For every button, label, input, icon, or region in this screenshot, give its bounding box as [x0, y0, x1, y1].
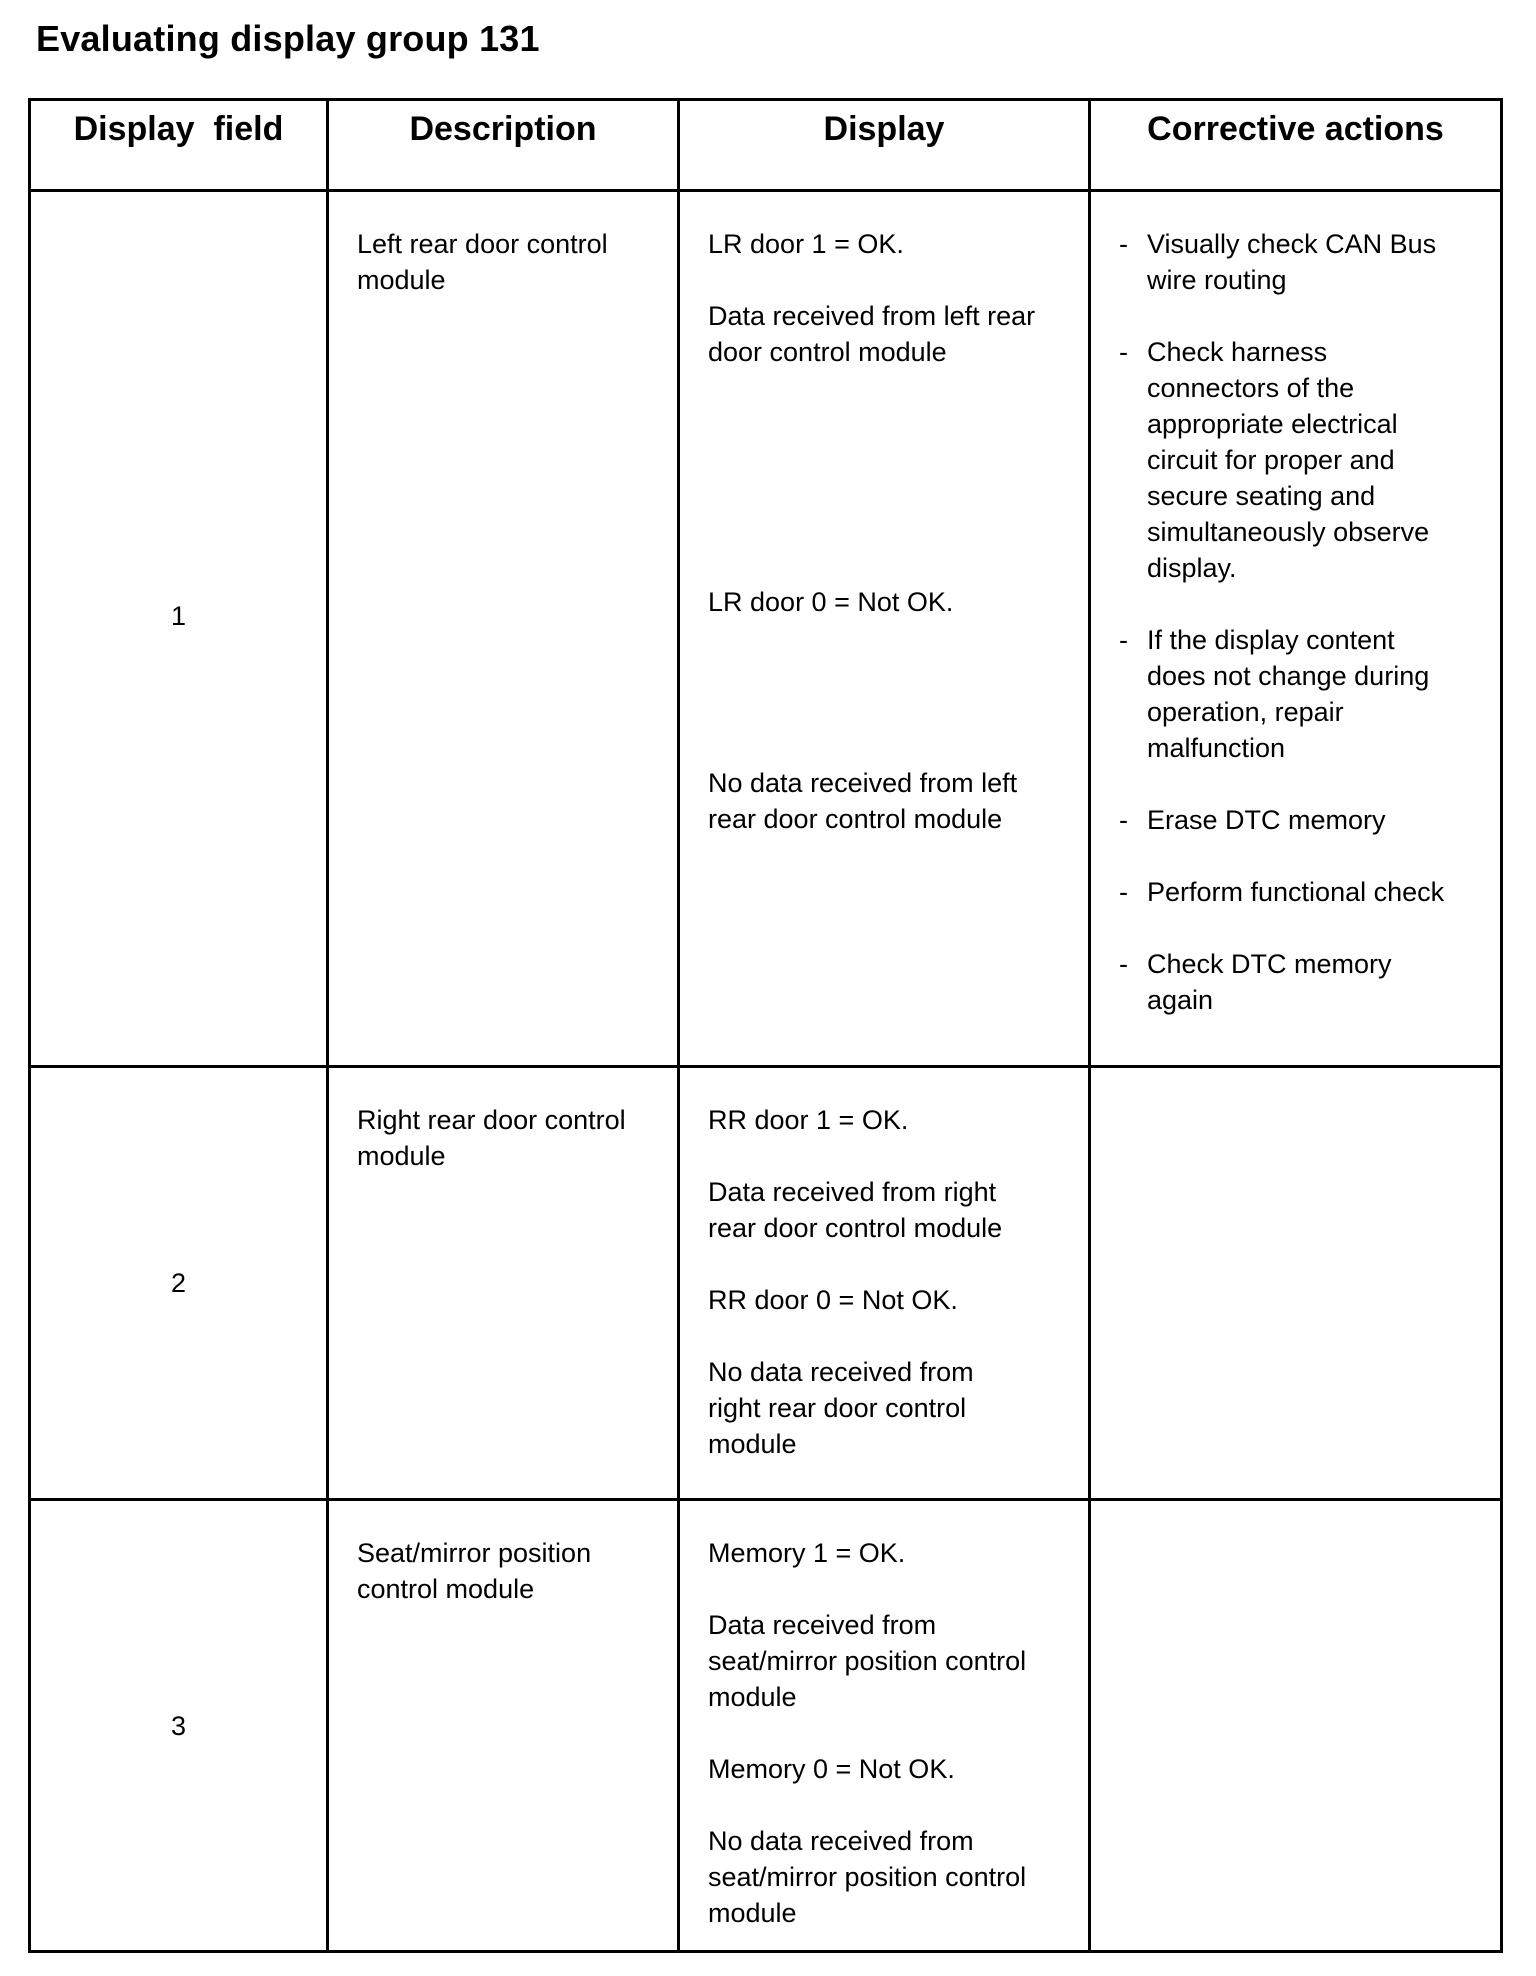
- display-text: No data received from seat/mirror position control module: [708, 1826, 1027, 1928]
- header-corrective-actions: Corrective actions: [1091, 101, 1500, 192]
- row-3-description: [329, 1501, 680, 1950]
- row-2-field: [31, 1068, 329, 1501]
- display-text: Memory 0 = Not OK.: [708, 1754, 955, 1784]
- display-text: Data received from right rear door control module: [708, 1177, 1003, 1243]
- header-display: Display: [680, 101, 1091, 192]
- row-1-display: [680, 192, 1091, 1068]
- display-text: Data received from seat/mirror position control module: [708, 1610, 1027, 1712]
- display-text: RR door 0 = Not OK.: [708, 1285, 958, 1315]
- field-number: 3: [170, 1710, 187, 1741]
- action-item: - If the display content does not change during operation, repair malfunction: [1119, 625, 1430, 763]
- row-3-actions: [1091, 1501, 1500, 1950]
- action-item: - Visually check CAN Bus wire routing: [1119, 229, 1437, 295]
- row-3-display: [680, 1501, 1091, 1950]
- display-text: No data received from right rear door control module: [708, 1357, 974, 1459]
- action-item: - Perform functional check: [1119, 877, 1445, 907]
- display-text: No data received from left rear door control module: [708, 768, 1018, 834]
- header-description: Description: [329, 101, 680, 192]
- field-number: 1: [170, 600, 187, 631]
- row-2-actions: [1091, 1068, 1500, 1501]
- action-item: - Check DTC memory again: [1119, 949, 1392, 1015]
- row-1-actions: [1091, 192, 1500, 1068]
- description-text: Right rear door control module: [357, 1105, 626, 1171]
- row-1-description: [329, 192, 680, 1068]
- header-display-field: Display field: [31, 101, 329, 192]
- row-1-field: [31, 192, 329, 1068]
- field-number: 2: [170, 1268, 187, 1298]
- display-group-table: [28, 98, 1503, 1953]
- display-text: LR door 1 = OK.: [708, 229, 904, 259]
- description-text: Seat/mirror position control module: [357, 1538, 592, 1604]
- row-2-description: [329, 1068, 680, 1501]
- row-2-display: [680, 1068, 1091, 1501]
- display-text: LR door 0 = Not OK.: [708, 587, 954, 617]
- row-3-field: [31, 1501, 329, 1950]
- display-text: Data received from left rear door control module: [708, 301, 1036, 367]
- page-title: Evaluating display group 131: [36, 18, 540, 59]
- description-text: Left rear door control module: [357, 229, 608, 295]
- display-text: RR door 1 = OK.: [708, 1105, 909, 1135]
- action-item: - Erase DTC memory: [1119, 805, 1386, 835]
- display-text: Memory 1 = OK.: [708, 1538, 906, 1568]
- action-item: - Check harness connectors of the appropriate electrical circuit for proper and secure seating and simultaneously observe display.: [1119, 337, 1430, 583]
